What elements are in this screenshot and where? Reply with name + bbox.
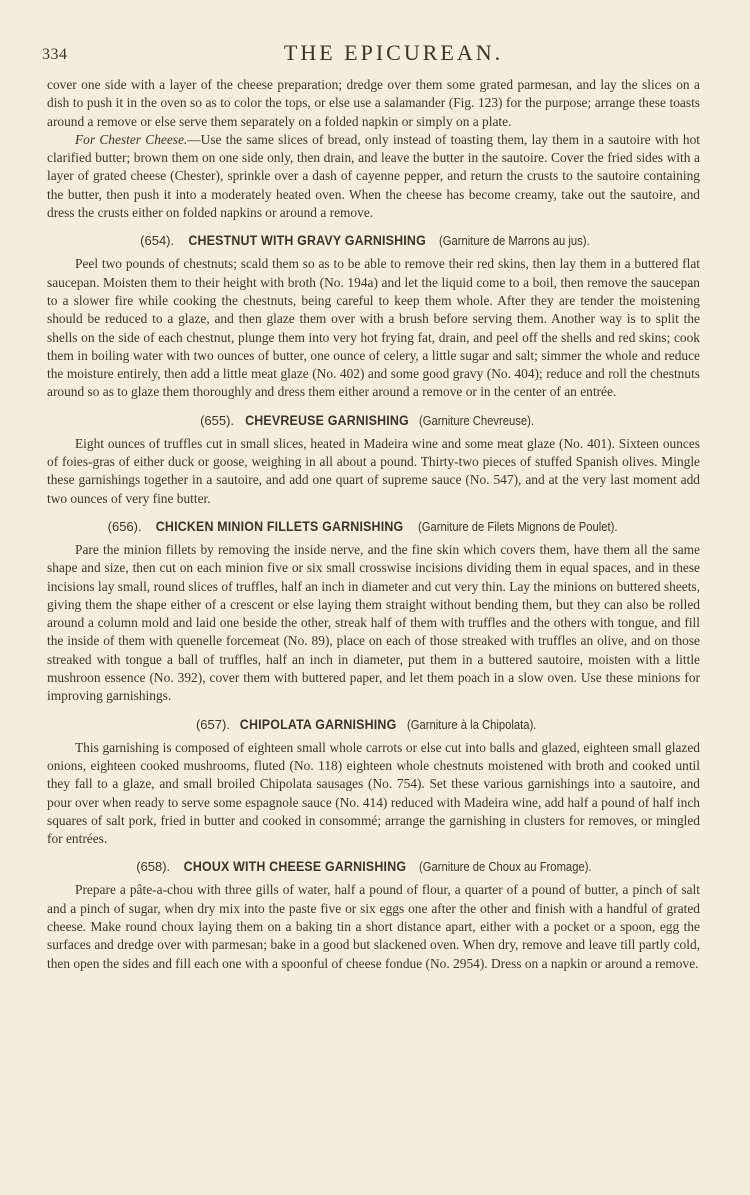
section-body-655: Eight ounces of truffles cut in small slices, heated in Madeira wine and some meat glaze (No. 401). Sixteen ounces of foies-gras of either duck or goose, weighing in all about a pound. Thirty-two pieces of stuffed Spanish olives. Mingle these garnishings together in a sautoire, and add one quart of supreme sauce (No. 547), and at the very last moment add two ounces of very fine butter. xyxy=(47,435,700,506)
section-heading-655 xyxy=(47,412,700,431)
intro-paragraph: cover one side with a layer of the cheese preparation; dredge over them some grated parmesan, and lay the slices on a dish to push it in the oven so as to color the tops, or else use a salamander (Fig. 123) for the purpose; arrange these toasts around a remove or else serve them separately on a folded napkin or simply on a plate. xyxy=(47,77,700,129)
section-title: CHESTNUT WITH GRAVY GARNISHING xyxy=(187,233,426,249)
section-subtitle: (Garniture à la Chipolata). xyxy=(407,717,537,732)
section-heading-654 xyxy=(47,232,700,251)
section-title: CHIPOLATA GARNISHING xyxy=(240,716,397,732)
page-number: 334 xyxy=(42,46,68,63)
section-title: CHICKEN MINION FILLETS GARNISHING xyxy=(155,518,404,534)
section-number: (654). xyxy=(140,233,175,249)
section-title: CHOUX WITH CHEESE GARNISHING xyxy=(183,859,406,875)
section-body-658: Prepare a pâte-a-chou with three gills of water, half a pound of flour, a quarter of a pound of butter, a pinch of salt and a pinch of sugar, when dry mix into the paste five or six eggs one after the other and finish with a handful of grated cheese. Make round choux laying them on a baking tin a short distance apart, either with a pocket or a spoon, egg the surfaces and dredge over with parmesan; bake in a good but slackened oven. When dry, remove and leave till partly cold, then open the sides and fill each one with a spoonful of cheese fondue (No. 2954). Dress on a napkin or around a remove. xyxy=(47,882,700,971)
section-subtitle: (Garniture de Marrons au jus). xyxy=(439,234,591,249)
section-heading-656 xyxy=(47,518,700,537)
chester-cheese-paragraph xyxy=(47,131,700,222)
section-heading-657 xyxy=(47,716,700,735)
section-title: CHEVREUSE GARNISHING xyxy=(244,412,409,428)
chester-cheese-text: —Use the same slices of bread, only instead of toasting them, lay them in a sautoire with hot clarified butter; brown them on one side only, then drain, and leave the butter in the sautoire. Cover the fried sides with a layer of grated cheese (Chester), sprinkle over a dash of cayenne pepper, and return the crusts to the sautoire containing the butter, then push it into a moderately heated oven. When the cheese has become creamy, take out the sautoire, and dress the crusts either on folded napkins or around a remove. xyxy=(47,131,700,221)
section-body-657: This garnishing is composed of eighteen small whole carrots or else cut into balls and glazed, eighteen small glazed onions, eighteen cooked mushrooms, fluted (No. 118) eighteen whole chestnuts moistened with broth and cooked until they fall to a glaze, and small broiled Chipolata sausages (No. 754). Set these various garnishings into a sautoire, and pour over when ready to serve some espagnole sauce (No. 414) reduced with Madeira wine, add half a pound of half inch squares of salt pork, fried in butter and cooked in consommé; arrange the garnishing in clusters for removes, or mingled for entrées. xyxy=(47,739,700,847)
section-subtitle: (Garniture de Choux au Fromage). xyxy=(419,860,592,875)
section-body-656: Pare the minion fillets by removing the inside nerve, and the fine skin which covers them, have them all the same shape and size, then cut on each minion five or six small crosswise incisions dividing them in equal spaces, and in these incisions lay small, round slices of truffles, half an inch in diameter and cut very thin. Lay the minions on buttered sheets, giving them the shape either of a crescent or else laying them straight without bending them, but they can also be rolled around a column mold and laid one beside the other, streak half of them with truffles and the others with tongue, and fill the inside of them with quenelle forcemeat (No. 89), place on each of those streaked with truffles an olive, and on those streaked with tongue a ball of truffles, half an inch in diameter, put them in a buttered sautoire, moisten with a little mushroon essence (No. 392), cover them with buttered paper, and let them poach in a slow oven. Use these minions for improving garnishings. xyxy=(47,541,700,704)
chester-cheese-lead: For Chester Cheese. xyxy=(75,131,188,147)
section-number: (655). xyxy=(200,412,235,428)
section-number: (656). xyxy=(107,518,142,534)
section-subtitle: (Garniture de Filets Mignons de Poulet). xyxy=(417,519,618,534)
running-title: THE EPICUREAN. xyxy=(283,40,504,65)
section-body-654: Peel two pounds of chestnuts; scald them so as to be able to remove their red skins, then lay them in a buttered flat saucepan. Moisten them to their height with broth (No. 194a) and let the liquid come to a boil, then remove the saucepan to a slower fire while cooking the chestnuts, being careful to keep them whole. After they are tender the moistening should be reduced to a glaze, and then glaze them over with a brush before serving them. Another way is to split the shells on the side of each chestnut, plunge them into very hot frying fat, drain, and peel off the shells and red skins; cook them in boiling water with two ounces of butter, one ounce of celery, a little sugar and salt; simmer the whole and reduce the moisture entirely, then add a little meat glaze (No. 402) and some good gravy (No. 404); reduce and roll the chestnuts around so as to glaze them thoroughly and dress them either around a remove or in the center of an entrée. xyxy=(47,256,700,400)
section-subtitle: (Garniture Chevreuse). xyxy=(419,413,535,428)
section-number: (658). xyxy=(136,859,171,875)
page-header xyxy=(42,36,700,76)
section-number: (657). xyxy=(195,716,230,732)
section-heading-658 xyxy=(47,858,700,877)
